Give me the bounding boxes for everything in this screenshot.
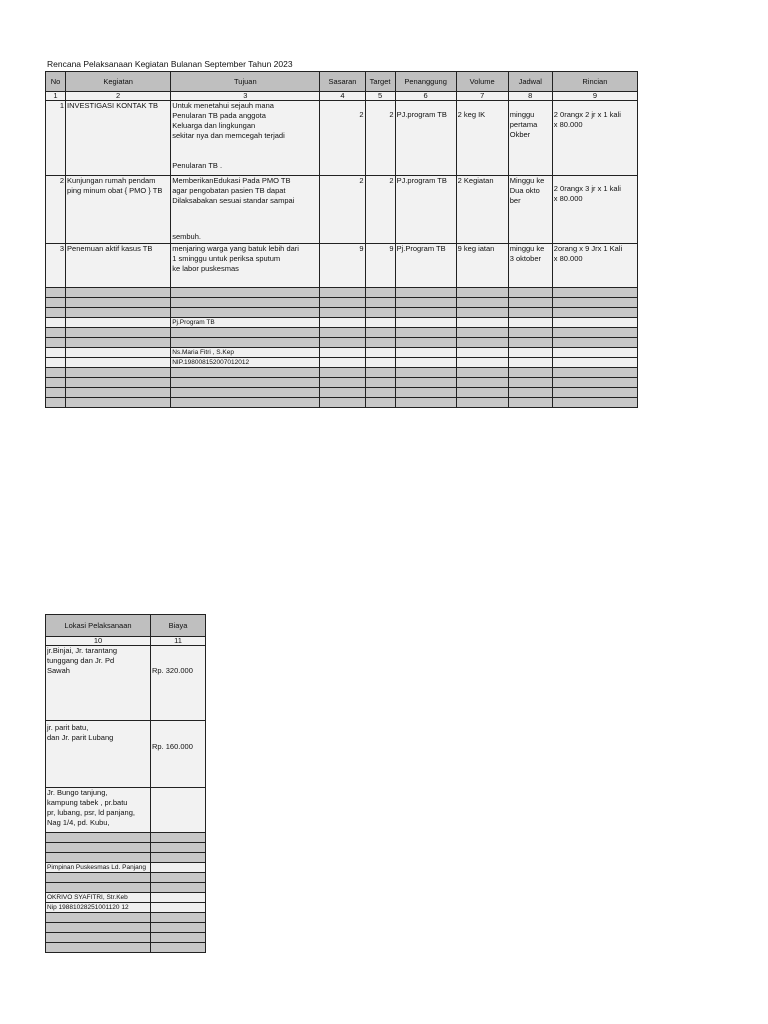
empty-row (46, 398, 638, 408)
jadwal-line: Okber (509, 130, 531, 139)
signature-role: Pj.Program TB (171, 318, 320, 328)
tujuan-line: ke labor puskesmas (172, 264, 239, 273)
col-header-jadwal: Jadwal (508, 72, 552, 92)
empty-row (46, 853, 206, 863)
col-header-lokasi: Lokasi Pelaksanaan (46, 615, 151, 637)
lokasi-line: pr, lubang, psr, ld panjang, (47, 808, 135, 817)
empty-row (46, 923, 206, 933)
row-tujuan (171, 244, 320, 288)
column-number-row (46, 92, 638, 101)
lokasi-line: jr.Binjai, Jr. tarantang (47, 646, 118, 655)
jadwal-line: minggu ke (509, 244, 545, 253)
signature-row (46, 903, 206, 913)
tujuan-line: MemberikanEdukasi Pada PMO TB (172, 176, 291, 185)
tujuan-line: Keluarga dan lingkungan (172, 121, 256, 130)
tujuan-gap (172, 206, 318, 232)
col-number: 4 (320, 92, 365, 101)
row-no: 2 (46, 176, 66, 244)
col-number: 10 (46, 637, 151, 646)
signature-name: OKRIVO SYAFITRI, Str.Keb (46, 893, 151, 903)
row-biaya: Rp. 320.000 (151, 646, 206, 721)
location-cost-table (45, 614, 206, 953)
row-target: 2 (365, 176, 395, 244)
row-lokasi (46, 788, 151, 833)
jadwal-line: pertama (509, 120, 538, 129)
col-number: 6 (395, 92, 456, 101)
row-rincian (552, 244, 637, 288)
row-rincian (552, 101, 637, 176)
header-row (46, 615, 206, 637)
row-kegiatan: Kunjungan rumah pendam ping minum obat { PMO } TB (66, 176, 171, 244)
rincian-line: x 80.000 (553, 120, 583, 129)
row-tujuan (171, 176, 320, 244)
lokasi-line: jr. parit batu, (47, 723, 89, 732)
signature-row (46, 863, 206, 873)
col-number: 2 (66, 92, 171, 101)
lokasi-line: dan Jr. parit Lubang (47, 733, 114, 742)
lokasi-line: kampung tabek , pr.batu (47, 798, 128, 807)
row-kegiatan: Penemuan aktif kasus TB (66, 244, 171, 288)
table-row (46, 101, 638, 176)
col-header-kegiatan: Kegiatan (66, 72, 171, 92)
col-header-no: No (46, 72, 66, 92)
table-row (46, 788, 206, 833)
lokasi-line: Jr. Bungo tanjung, (47, 788, 108, 797)
empty-row (46, 338, 638, 348)
signature-row (46, 348, 638, 358)
lokasi-line: tunggang dan Jr. Pd (47, 656, 115, 665)
empty-row (46, 308, 638, 318)
signature-nip: NIP.198008152007012012 (171, 358, 320, 368)
row-jadwal (508, 176, 552, 244)
empty-row (46, 933, 206, 943)
row-penanggung: PJ.program TB (395, 101, 456, 176)
tujuan-line: agar pengobatan pasien TB dapat (172, 186, 286, 195)
empty-row (46, 388, 638, 398)
row-volume: 9 keg iatan (456, 244, 508, 288)
empty-row (46, 378, 638, 388)
row-sasaran: 2 (320, 176, 365, 244)
jadwal-line: Dua okto (509, 186, 540, 195)
empty-row (46, 883, 206, 893)
table-row (46, 176, 638, 244)
rincian-line: x 80.000 (553, 194, 583, 203)
row-rincian (552, 176, 637, 244)
empty-row (46, 328, 638, 338)
row-penanggung: PJ.program TB (395, 176, 456, 244)
row-volume: 2 Kegiatan (456, 176, 508, 244)
tujuan-line: 1 sminggu untuk periksa sputum (172, 254, 281, 263)
document-title: Rencana Pelaksanaan Kegiatan Bulanan September Tahun 2023 (47, 59, 293, 69)
rincian-line: 2 0rangx 2 jr x 1 kali (553, 110, 621, 119)
signature-row (46, 358, 638, 368)
empty-row (46, 913, 206, 923)
row-lokasi (46, 721, 151, 788)
signature-role: Pimpinan Puskesmas Ld. Panjang (46, 863, 151, 873)
jadwal-line: 3 oktober (509, 254, 542, 263)
table-row (46, 646, 206, 721)
signature-name: Ns.Maria Fitri , S.Kep (171, 348, 320, 358)
col-header-biaya: Biaya (151, 615, 206, 637)
row-volume: 2 keg IK (456, 101, 508, 176)
tujuan-line: Untuk menetahui sejauh mana (172, 101, 274, 110)
empty-row (46, 843, 206, 853)
signature-nip: Nip 19881028251001120 12 (46, 903, 151, 913)
col-header-sasaran: Sasaran (320, 72, 365, 92)
rincian-line: x 80.000 (553, 254, 583, 263)
col-number: 5 (365, 92, 395, 101)
row-biaya (151, 788, 206, 833)
col-header-tujuan: Tujuan (171, 72, 320, 92)
table-row (46, 244, 638, 288)
empty-row (46, 873, 206, 883)
lokasi-line: Sawah (47, 666, 70, 675)
rincian-line: 2orang x 9 Jrx 1 Kali (553, 244, 623, 253)
col-header-target: Target (365, 72, 395, 92)
row-sasaran: 9 (320, 244, 365, 288)
col-number: 9 (552, 92, 637, 101)
col-number: 8 (508, 92, 552, 101)
tujuan-line: menjaring warga yang batuk lebih dari (172, 244, 299, 253)
activity-plan-table (45, 71, 638, 408)
table-row (46, 721, 206, 788)
col-header-volume: Volume (456, 72, 508, 92)
row-jadwal (508, 244, 552, 288)
empty-row (46, 288, 638, 298)
row-sasaran: 2 (320, 101, 365, 176)
jadwal-line: ber (509, 196, 521, 205)
signature-row (46, 318, 638, 328)
col-header-rincian: Rincian (552, 72, 637, 92)
row-jadwal (508, 101, 552, 176)
row-biaya: Rp. 160.000 (151, 721, 206, 788)
signature-row (46, 893, 206, 903)
tujuan-line: Penularan TB pada anggota (172, 111, 266, 120)
tujuan-line: Penularan TB . (172, 161, 223, 170)
lokasi-line: Nag 1/4, pd. Kubu, (47, 818, 110, 827)
col-number: 11 (151, 637, 206, 646)
col-header-penanggung: Penanggung (395, 72, 456, 92)
header-row (46, 72, 638, 92)
rincian-line: 2 0rangx 3 jr x 1 kali (553, 184, 621, 193)
empty-row (46, 368, 638, 378)
row-kegiatan: INVESTIGASI KONTAK TB (66, 101, 171, 176)
empty-row (46, 833, 206, 843)
row-target: 9 (365, 244, 395, 288)
column-number-row (46, 637, 206, 646)
tujuan-line: Dilaksabakan sesuai standar sampai (172, 196, 295, 205)
col-number: 1 (46, 92, 66, 101)
jadwal-line: minggu (509, 110, 535, 119)
empty-row (46, 943, 206, 953)
tujuan-line: sekitar nya dan memcegah terjadi (172, 131, 285, 140)
row-no: 3 (46, 244, 66, 288)
col-number: 3 (171, 92, 320, 101)
row-lokasi (46, 646, 151, 721)
row-target: 2 (365, 101, 395, 176)
tujuan-line: sembuh. (172, 232, 201, 241)
row-penanggung: Pj.Program TB (395, 244, 456, 288)
row-no: 1 (46, 101, 66, 176)
col-number: 7 (456, 92, 508, 101)
row-tujuan (171, 101, 320, 176)
jadwal-line: Minggu ke (509, 176, 545, 185)
empty-row (46, 298, 638, 308)
tujuan-gap (172, 141, 318, 161)
